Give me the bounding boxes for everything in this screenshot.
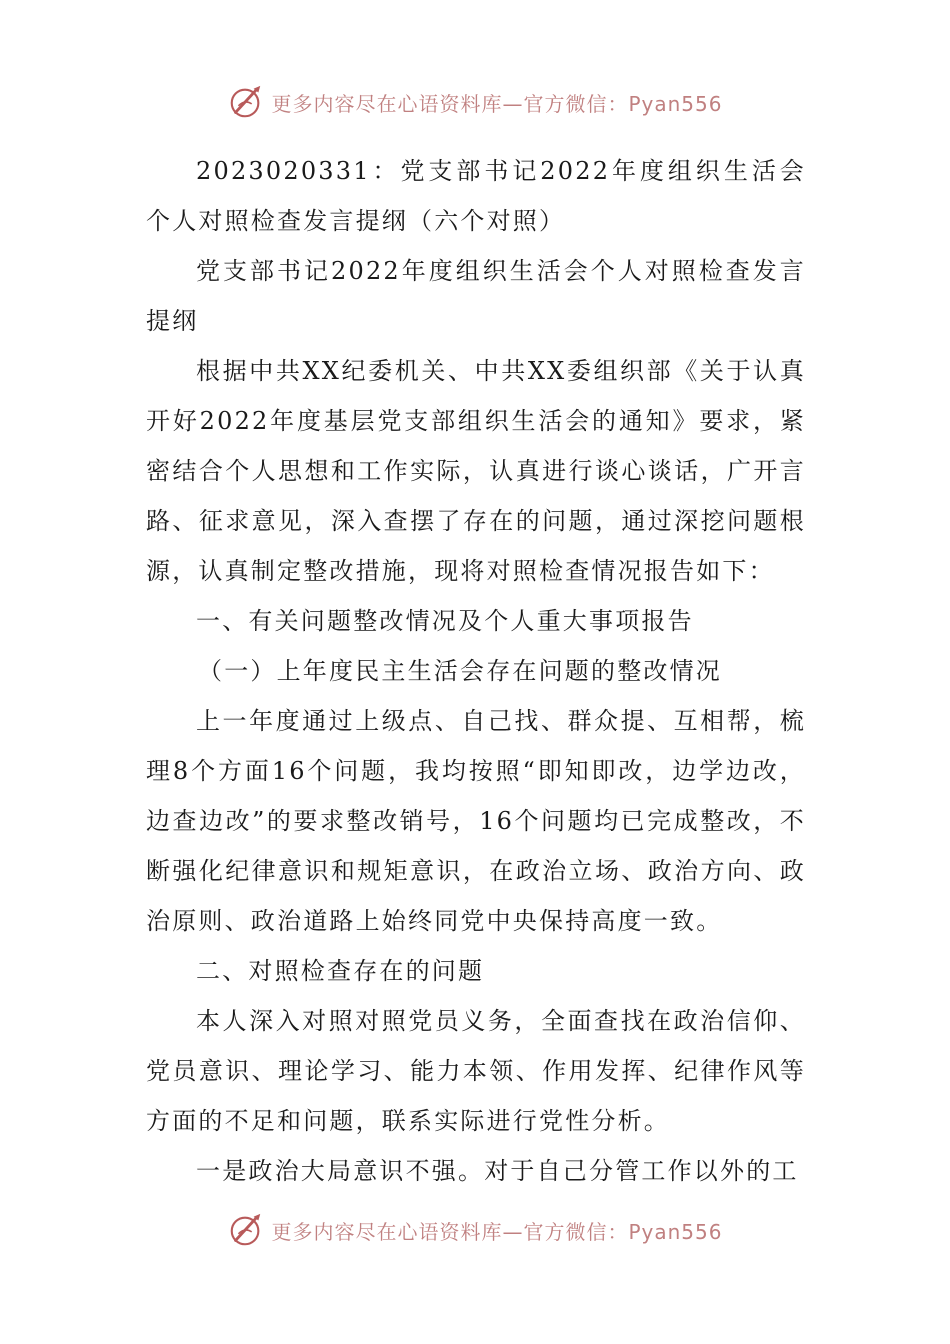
paragraph-self-check: 本人深入对照对照党员义务，全面查找在政治信仰、党员意识、理论学习、能力本领、作用发挥、纪律作风等方面的不足和问题，联系实际进行党性分析。 bbox=[146, 1007, 806, 1135]
footer-watermark bbox=[0, 1208, 950, 1252]
header-watermark bbox=[0, 80, 950, 124]
document-body bbox=[146, 146, 806, 1196]
document-title: 2023020331：党支部书记2022年度组织生活会个人对照检查发言提纲（六个对照） bbox=[146, 157, 806, 235]
paragraph-intro: 根据中共XX纪委机关、中共XX委组织部《关于认真开好2022年度基层党支部组织生活会的通知》要求，紧密结合个人思想和工作实际，认真进行谈心谈话，广开言路、征求意见，深入查摆了存在的问题，通过深挖问题根源，认真制定整改措施，现将对照检查情况报告如下： bbox=[146, 357, 806, 585]
document-subtitle: 党支部书记2022年度组织生活会个人对照检查发言提纲 bbox=[146, 257, 806, 335]
pen-circle-icon bbox=[227, 83, 265, 121]
section-heading-2: 二、对照检查存在的问题 bbox=[196, 957, 485, 985]
section-heading-1: 一、有关问题整改情况及个人重大事项报告 bbox=[196, 607, 694, 635]
watermark-text: 更多内容尽在心语资料库—官方微信：Pyan556 bbox=[271, 1219, 723, 1244]
subsection-heading-1: （一）上年度民主生活会存在问题的整改情况 bbox=[198, 657, 722, 685]
watermark-text: 更多内容尽在心语资料库—官方微信：Pyan556 bbox=[271, 91, 723, 116]
paragraph-rectification: 上一年度通过上级点、自己找、群众提、互相帮，梳理8个方面16个问题，我均按照“即知即改，边学边改，边查边改”的要求整改销号，16个问题均已完成整改，不断强化纪律意识和规矩意识，在政治立场、政治方向、政治原则、政治道路上始终同党中央保持高度一致。 bbox=[146, 707, 806, 935]
paragraph-problem-1: 一是政治大局意识不强。对于自己分管工作以外的工 bbox=[196, 1157, 799, 1185]
pen-circle-icon bbox=[227, 1211, 265, 1249]
